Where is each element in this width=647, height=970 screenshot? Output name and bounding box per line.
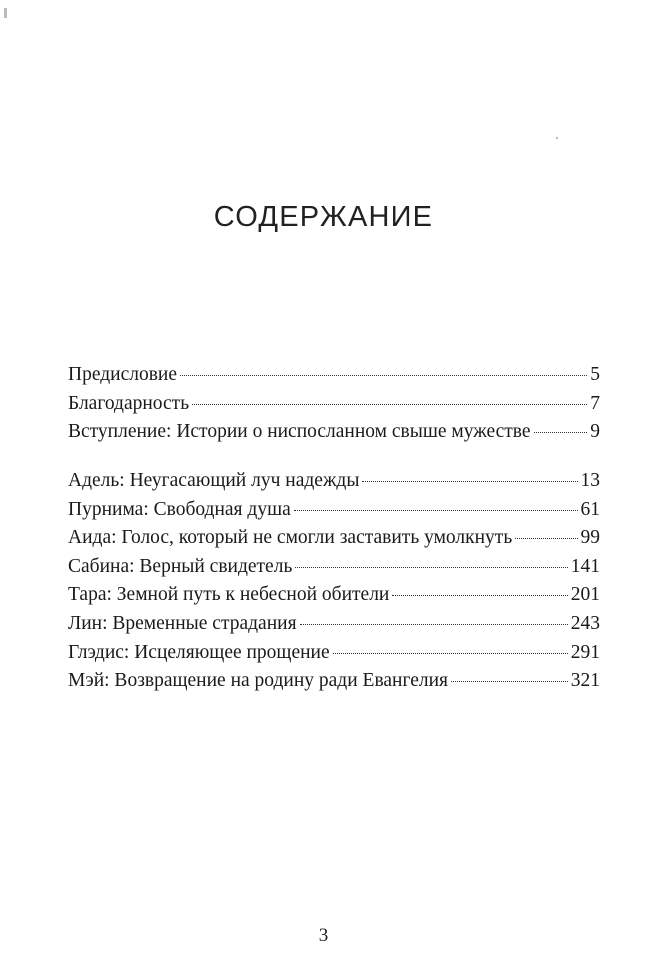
- scan-speck: [556, 137, 558, 139]
- toc-entry-page: 13: [580, 470, 600, 491]
- toc-front-matter: [68, 361, 600, 447]
- toc-entry-page: 5: [590, 364, 600, 385]
- toc-entry-title: Пурнима: Свободная душа: [68, 498, 291, 520]
- toc-entry-page: 141: [570, 555, 600, 577]
- toc-dot-leader: [362, 481, 577, 482]
- toc-entry[interactable]: [68, 496, 600, 525]
- toc-entry-title: Мэй: Возвращение на родину ради Евангелия: [68, 670, 449, 692]
- toc-entry[interactable]: [68, 581, 600, 610]
- toc-entry-page: 61: [580, 498, 600, 520]
- toc-entry[interactable]: [68, 418, 600, 447]
- toc-dot-leader: [180, 375, 587, 376]
- toc-entry-title: Предисловие: [68, 364, 178, 385]
- toc-entry[interactable]: [68, 553, 600, 582]
- toc-dot-leader: [451, 681, 568, 682]
- toc-entry[interactable]: [68, 610, 600, 639]
- toc-entry[interactable]: [68, 361, 600, 390]
- toc-entry-title: Аида: Голос, который не смогли заставить умолкнуть: [68, 527, 513, 549]
- toc-dot-leader: [300, 624, 568, 625]
- toc-dot-leader: [534, 432, 588, 433]
- toc-dot-leader: [192, 404, 587, 405]
- page-number: 3: [318, 925, 329, 946]
- toc-dot-leader: [515, 538, 577, 539]
- toc-dot-leader: [294, 510, 578, 511]
- toc-entry-page: 99: [580, 527, 600, 549]
- toc-entry-title: Сабина: Верный свидетель: [68, 555, 293, 577]
- toc-dot-leader: [392, 595, 567, 596]
- toc-entry-page: 7: [590, 392, 600, 414]
- toc-entry-page: 243: [570, 612, 600, 634]
- toc-entry-title: Глэдис: Исцеляющее прощение: [68, 641, 330, 663]
- toc-dot-leader: [295, 567, 567, 568]
- toc-entry-page: 201: [570, 584, 600, 606]
- toc-entry-title: Тара: Земной путь к небесной обители: [68, 584, 390, 606]
- toc-chapters: [68, 467, 600, 696]
- toc-entry-title: Адель: Неугасающий луч надежды: [68, 470, 360, 491]
- toc-entry-title: Лин: Временные страдания: [68, 612, 297, 634]
- toc-entry[interactable]: [68, 639, 600, 668]
- toc-entry[interactable]: [68, 667, 600, 696]
- toc-entry-page: 9: [590, 421, 600, 443]
- toc-entry-title: Благодарность: [68, 392, 190, 414]
- page-title: СОДЕРЖАНИЕ: [213, 201, 434, 234]
- toc-entry-title: Вступление: Истории о ниспосланном свыше мужестве: [68, 421, 531, 443]
- scan-speck: [4, 8, 7, 18]
- toc-entry-page: 291: [570, 641, 600, 663]
- toc-entry[interactable]: [68, 524, 600, 553]
- toc-entry[interactable]: [68, 390, 600, 419]
- toc-entry[interactable]: [68, 467, 600, 496]
- toc-dot-leader: [333, 653, 568, 654]
- toc-entry-page: 321: [570, 670, 600, 692]
